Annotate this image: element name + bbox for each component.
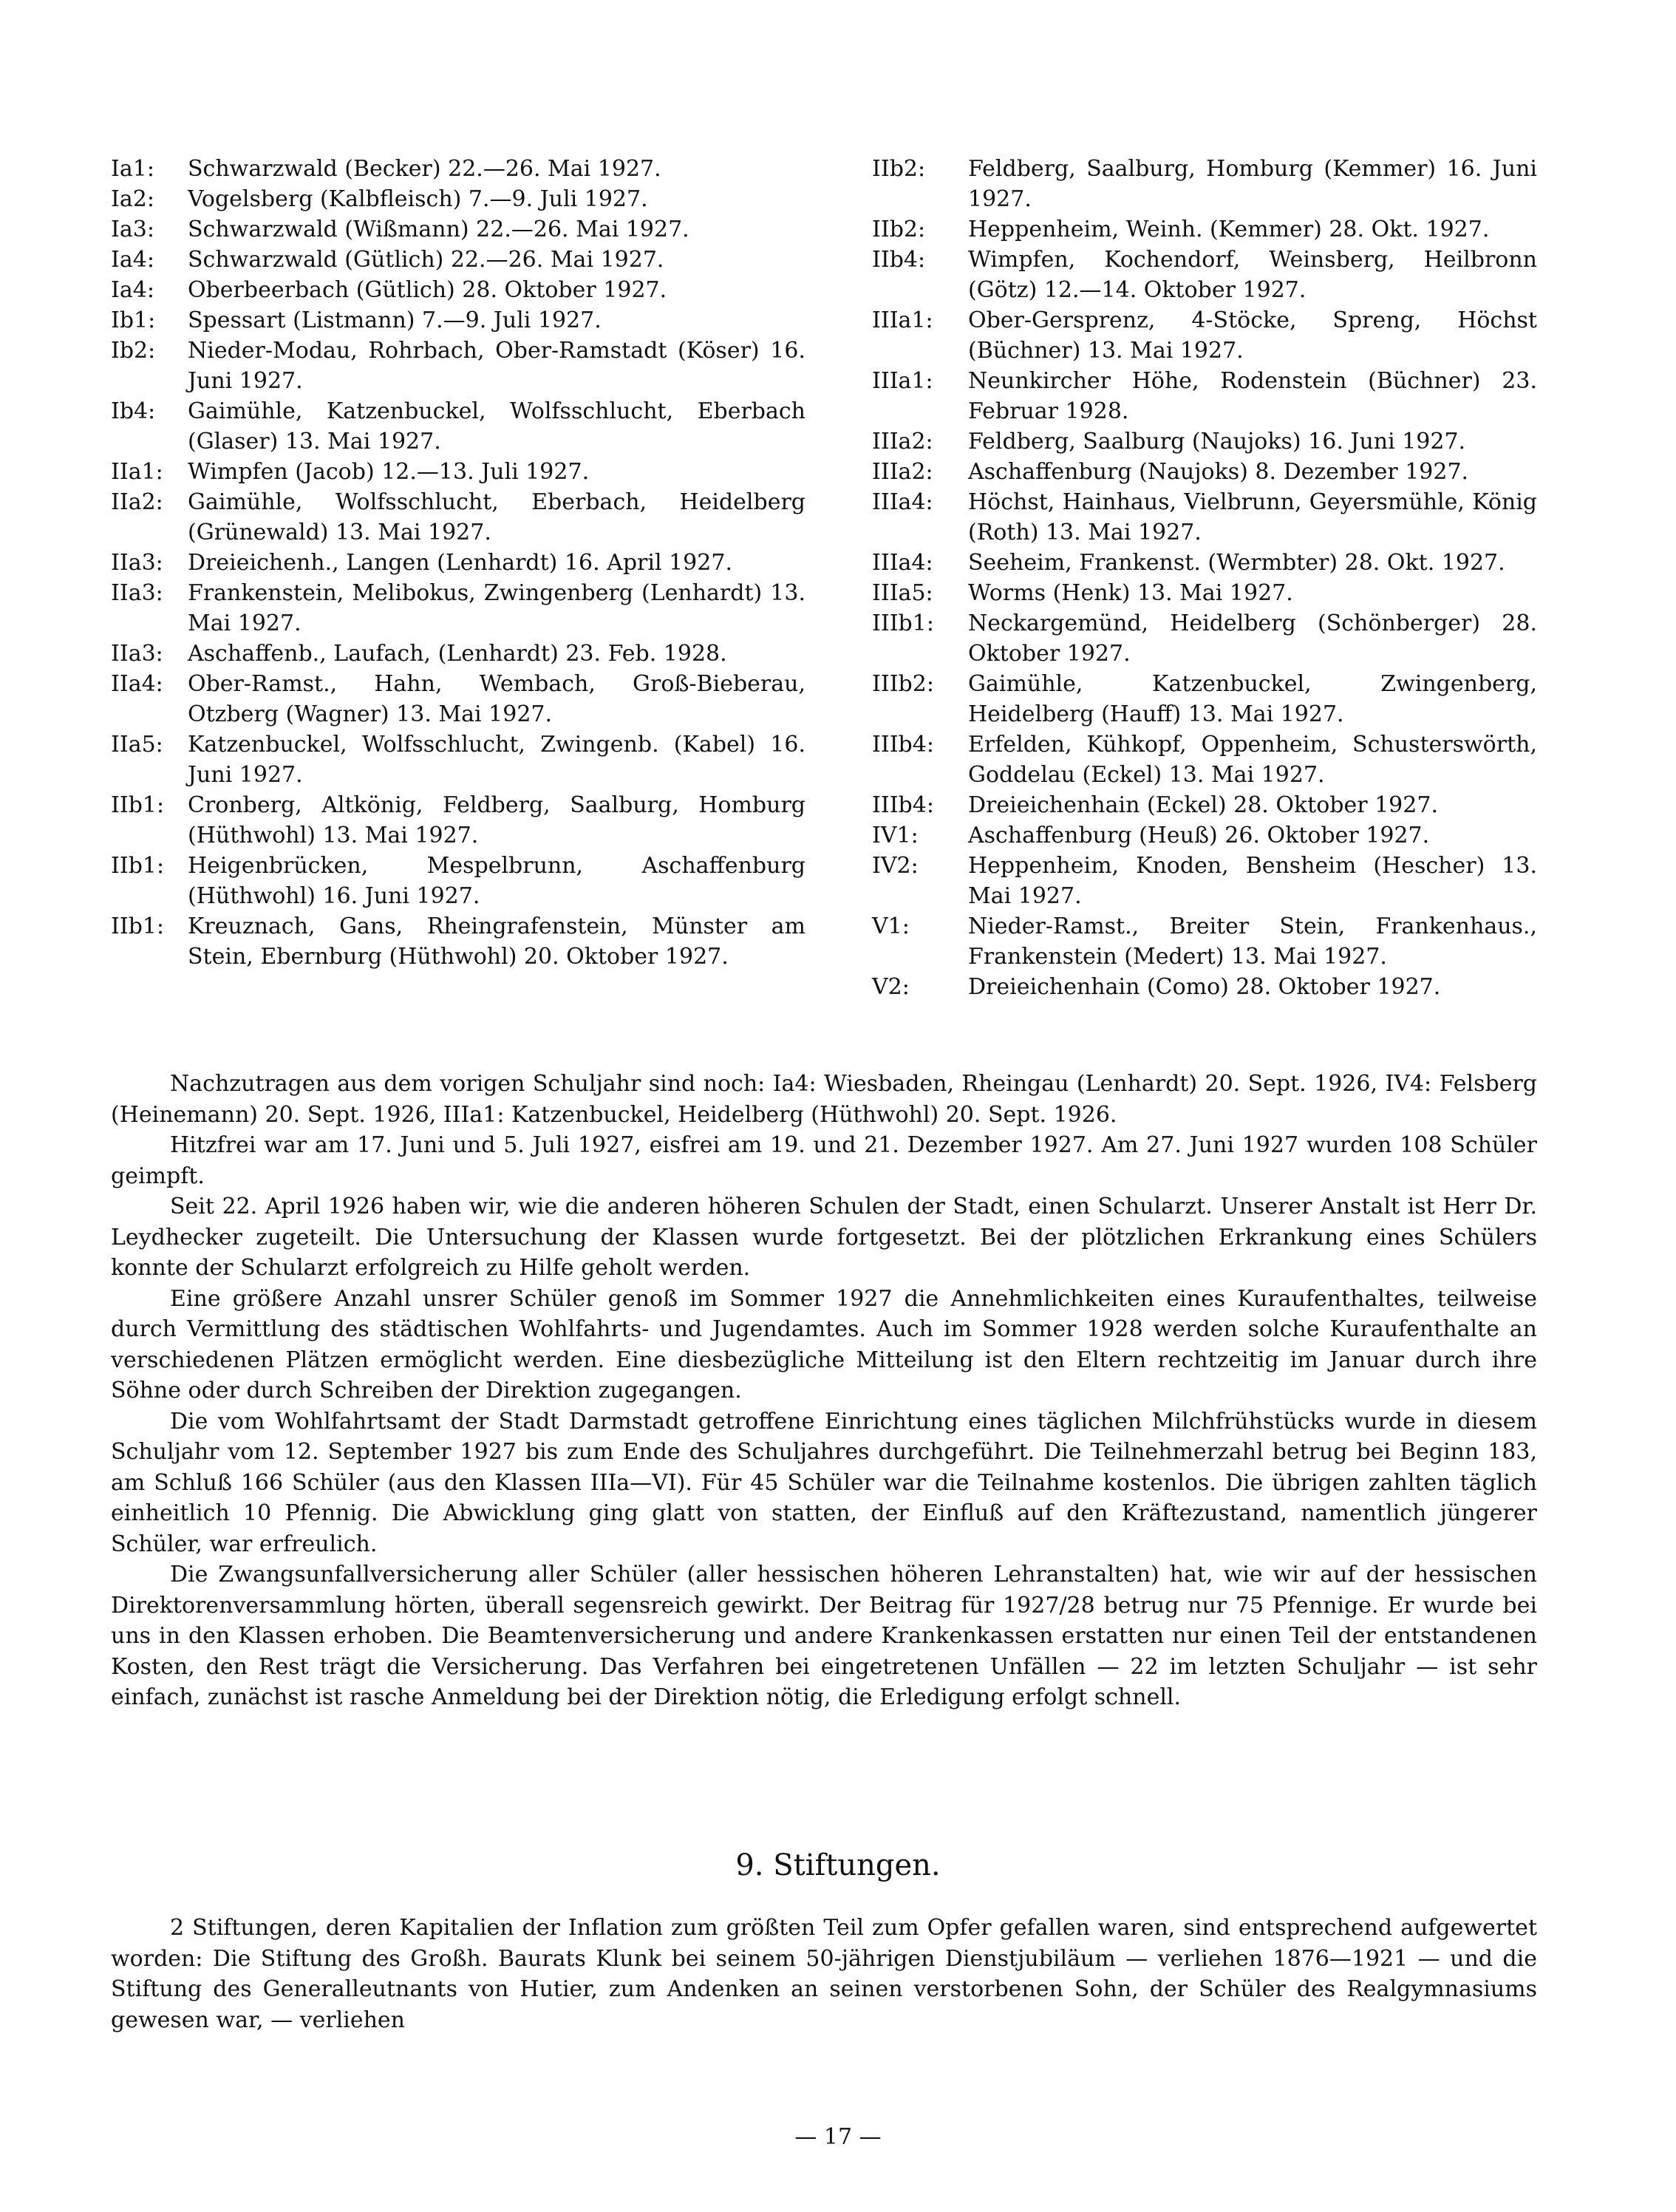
excursion-entry (872, 426, 1537, 457)
class-code: IIa5: (111, 732, 163, 758)
excursion-entry (111, 245, 805, 275)
excursion-text: Heppenheim, Weinh. (Kemmer) 28. Okt. 1927. (968, 217, 1490, 242)
class-code: IIIa1: (872, 307, 933, 333)
paragraph-stiftungen: 2 Stiftungen, deren Kapitalien der Inflation zum größten Teil zum Opfer gefallen waren, sind entsprechend aufgewertet worden: Die Stiftung des Großh. Baurats Klunk bei seinem 50-jährigen Dienstjubiläum — verliehen 1876—1921 — und die Stiftung des Generalleutnants von Hutier, zum Andenken an seinen verstorbenen Sohn, der Schüler des Realgymnasiums gewesen war, — verliehen (111, 1915, 1537, 2033)
class-code: IIa1: (111, 459, 163, 485)
excursion-text: Nieder-Ramst., Breiter Stein, Frankenhaus., Frankenstein (Medert) 13. Mai 1927. (968, 913, 1537, 970)
class-code: Ia2: (111, 186, 154, 212)
class-code: Ib4: (111, 398, 156, 424)
class-code: IIIb1: (872, 610, 934, 636)
class-code: IV2: (872, 853, 919, 879)
excursion-entry (111, 396, 805, 457)
excursion-text: Schwarzwald (Wißmann) 22.—26. Mai 1927. (188, 217, 689, 242)
class-code: IIb2: (872, 156, 926, 182)
class-code: IIIa5: (872, 580, 933, 606)
excursion-entry (111, 154, 805, 184)
excursion-text: Gaimühle, Katzenbuckel, Wolfsschlucht, Eberbach (Glaser) 13. Mai 1927. (188, 398, 805, 455)
class-code: IIb1: (111, 913, 165, 939)
excursion-text: Neunkircher Höhe, Rodenstein (Büchner) 23. Februar 1928. (968, 368, 1537, 424)
excursion-entry (872, 608, 1537, 669)
report-body (111, 1069, 1537, 1713)
excursion-text: Oberbeerbach (Gütlich) 28. Oktober 1927. (188, 277, 667, 303)
class-code: IIIa4: (872, 550, 933, 576)
excursion-entry (872, 820, 1537, 851)
class-code: IIa3: (111, 550, 163, 576)
excursion-entry (111, 790, 805, 851)
class-code: IIIb4: (872, 732, 934, 758)
class-code: V2: (872, 974, 910, 1000)
excursion-entry (872, 911, 1537, 972)
class-code: IIb2: (872, 217, 926, 242)
excursion-entry (872, 578, 1537, 608)
excursion-entry (111, 214, 805, 245)
excursion-entry (111, 669, 805, 729)
excursion-column-left (111, 154, 805, 1002)
paragraph-hitzfrei: Hitzfrei war am 17. Juni und 5. Juli 1927, eisfrei am 19. und 21. Dezember 1927. Am 27. Juni 1927 wurden 108 Schüler geimpft. (111, 1132, 1537, 1189)
excursion-entry (872, 245, 1537, 305)
excursion-entry (111, 851, 805, 911)
class-code: IIIa1: (872, 368, 933, 394)
excursion-entry (111, 336, 805, 396)
section-heading: 9. Stiftungen. (735, 1848, 941, 1882)
excursion-text: Gaimühle, Wolfsschlucht, Eberbach, Heidelberg (Grünewald) 13. Mai 1927. (188, 489, 805, 545)
excursion-text: Aschaffenb., Laufach, (Lenhardt) 23. Feb. 1928. (188, 641, 727, 667)
class-code: IIIa2: (872, 459, 933, 485)
class-code: IV1: (872, 823, 919, 848)
excursion-entry (872, 457, 1537, 487)
excursion-text: Schwarzwald (Becker) 22.—26. Mai 1927. (188, 156, 661, 182)
excursion-text: Dreieichenhain (Eckel) 28. Oktober 1927. (968, 792, 1438, 818)
excursion-text: Heppenheim, Knoden, Bensheim (Hescher) 13. Mai 1927. (968, 853, 1537, 909)
excursion-text: Aschaffenburg (Naujoks) 8. Dezember 1927. (968, 459, 1469, 485)
paragraph-addendum: Nachzutragen aus dem vorigen Schuljahr sind noch: Ia4: Wiesbaden, Rheingau (Lenhardt) 20. Sept. 1926, IV4: Felsberg (Heinemann) 20. Sept. 1926, IIIa1: Katzenbuckel, Heidelberg (Hüthwohl) 20. Sept. 1926. (111, 1071, 1537, 1128)
excursion-entry (111, 639, 805, 669)
excursion-text: Nieder-Modau, Rohrbach, Ober-Ramstadt (Köser) 16. Juni 1927. (188, 338, 805, 394)
class-code: Ib2: (111, 338, 156, 364)
class-code: IIIb4: (872, 792, 934, 818)
excursion-entry (111, 457, 805, 487)
class-code: Ia4: (111, 247, 154, 273)
excursion-text: Ober-Ramst., Hahn, Wembach, Groß-Bieberau, Otzberg (Wagner) 13. Mai 1927. (188, 671, 805, 727)
class-code: IIa2: (111, 489, 163, 515)
excursion-text: Worms (Henk) 13. Mai 1927. (968, 580, 1293, 606)
excursion-text: Aschaffenburg (Heuß) 26. Oktober 1927. (968, 823, 1430, 848)
excursion-entry (111, 578, 805, 639)
excursion-text: Wimpfen, Kochendorf, Weinsberg, Heilbronn (Götz) 12.—14. Oktober 1927. (968, 247, 1537, 303)
class-code: IIa3: (111, 641, 163, 667)
excursion-entry (872, 548, 1537, 578)
class-code: Ia3: (111, 217, 154, 242)
excursion-text: Katzenbuckel, Wolfsschlucht, Zwingenb. (Kabel) 16. Juni 1927. (188, 732, 805, 788)
paragraph-milchfruehstueck: Die vom Wohlfahrtsamt der Stadt Darmstadt getroffene Einrichtung eines täglichen Milchfrühstücks wurde in diesem Schuljahr vom 12. September 1927 bis zum Ende des Schuljahres durchgeführt. Die Teilnehmerzahl betrug bei Beginn 183, am Schluß 166 Schüler (aus den Klassen IIIa—VI). Für 45 Schüler war die Teilnahme kostenlos. Die übrigen zahlten täglich einheitlich 10 Pfennig. Die Abwicklung ging glatt von statten, der Einfluß auf den Kräftezustand, namentlich jüngerer Schüler, war erfreulich. (111, 1408, 1537, 1557)
excursion-text: Ober-Gersprenz, 4-Stöcke, Spreng, Höchst (Büchner) 13. Mai 1927. (968, 307, 1537, 364)
class-code: IIIa2: (872, 429, 933, 455)
excursion-text: Kreuznach, Gans, Rheingrafenstein, Münster am Stein, Ebernburg (Hüthwohl) 20. Oktober 1927. (188, 913, 805, 970)
excursion-text: Frankenstein, Melibokus, Zwingenberg (Lenhardt) 13. Mai 1927. (188, 580, 805, 636)
excursion-entry (111, 275, 805, 305)
class-code: IIIa4: (872, 489, 933, 515)
excursion-entry (111, 305, 805, 336)
excursion-entry (111, 487, 805, 548)
excursion-text: Neckargemünd, Heidelberg (Schönberger) 28. Oktober 1927. (968, 610, 1537, 667)
paragraph-schularzt: Seit 22. April 1926 haben wir, wie die anderen höheren Schulen der Stadt, einen Schularzt. Unserer Anstalt ist Herr Dr. Leydhecker zugeteilt. Die Untersuchung der Klassen wurde fortgesetzt. Bei der plötzlichen Erkrankung eines Schülers konnte der Schularzt erfolgreich zu Hilfe geholt werden. (111, 1194, 1537, 1281)
class-code: IIIb2: (872, 671, 934, 697)
excursion-column-right (872, 154, 1537, 1002)
class-code: Ia1: (111, 156, 154, 182)
excursion-entry (872, 972, 1537, 1002)
page-number: — 17 — (794, 2124, 882, 2150)
excursion-entry (872, 487, 1537, 548)
class-code: IIb1: (111, 792, 165, 818)
class-code: IIa3: (111, 580, 163, 606)
excursion-text: Heigenbrücken, Mespelbrunn, Aschaffenburg (Hüthwohl) 16. Juni 1927. (188, 853, 805, 909)
excursion-text: Vogelsberg (Kalbfleisch) 7.—9. Juli 1927. (188, 186, 648, 212)
excursion-text: Cronberg, Altkönig, Feldberg, Saalburg, Homburg (Hüthwohl) 13. Mai 1927. (188, 792, 805, 848)
excursion-text: Erfelden, Kühkopf, Oppenheim, Schusterswörth, Goddelau (Eckel) 13. Mai 1927. (968, 732, 1537, 788)
excursion-entry (872, 305, 1537, 366)
class-code: Ib1: (111, 307, 156, 333)
paragraph-unfallversicherung: Die Zwangsunfallversicherung aller Schüler (aller hessischen höheren Lehranstalten) hat, wie wir auf der hessischen Direktorenversammlung hörten, überall segensreich gewirkt. Der Beitrag für 1927/28 betrug nur 75 Pfennige. Er wurde bei uns in den Klassen erhoben. Die Beamtenversicherung und andere Krankenkassen erstatten nur einen Teil der entstandenen Kosten, den Rest trägt die Versicherung. Das Verfahren bei eingetretenen Unfällen — 22 im letzten Schuljahr — ist sehr einfach, zunächst ist rasche Anmeldung bei der Direktion nötig, die Erledigung erfolgt schnell. (111, 1562, 1537, 1710)
class-code: IIa4: (111, 671, 163, 697)
excursion-entry (872, 729, 1537, 790)
excursion-text: Höchst, Hainhaus, Vielbrunn, Geyersmühle, König (Roth) 13. Mai 1927. (968, 489, 1537, 545)
class-code: V1: (872, 913, 910, 939)
excursion-text: Spessart (Listmann) 7.—9. Juli 1927. (188, 307, 602, 333)
excursion-text: Dreieichenh., Langen (Lenhardt) 16. April 1927. (188, 550, 732, 576)
excursion-text: Schwarzwald (Gütlich) 22.—26. Mai 1927. (188, 247, 664, 273)
excursion-entry (872, 214, 1537, 245)
paragraph-kuraufenthalt: Eine größere Anzahl unsrer Schüler genoß im Sommer 1927 die Annehmlichkeiten eines Kuraufenthaltes, teilweise durch Vermittlung des städtischen Wohlfahrts- und Jugendamtes. Auch im Sommer 1928 werden solche Kuraufenthalte an verschiedenen Plätzen ermöglicht werden. Eine diesbezügliche Mitteilung ist den Eltern rechtzeitig im Januar durch ihre Söhne oder durch Schreiben der Direktion zugegangen. (111, 1285, 1537, 1403)
class-code: Ia4: (111, 277, 154, 303)
excursion-text: Feldberg, Saalburg (Naujoks) 16. Juni 1927. (968, 429, 1466, 455)
excursion-entry (872, 851, 1537, 911)
excursion-text: Wimpfen (Jacob) 12.—13. Juli 1927. (188, 459, 590, 485)
class-code: IIb4: (872, 247, 926, 273)
stiftungen-section (111, 1913, 1537, 2035)
excursion-entry (111, 184, 805, 214)
excursion-entry (111, 548, 805, 578)
excursion-text: Seeheim, Frankenst. (Wermbter) 28. Okt. 1927. (968, 550, 1505, 576)
excursion-entry (872, 366, 1537, 426)
excursion-list (111, 154, 1537, 1002)
excursion-text: Dreieichenhain (Como) 28. Oktober 1927. (968, 974, 1441, 1000)
excursion-text: Gaimühle, Katzenbuckel, Zwingenberg, Heidelberg (Hauff) 13. Mai 1927. (968, 671, 1537, 727)
excursion-entry (872, 154, 1537, 214)
excursion-entry (872, 790, 1537, 820)
excursion-entry (111, 911, 805, 972)
class-code: IIb1: (111, 853, 165, 879)
excursion-entry (872, 669, 1537, 729)
excursion-text: Feldberg, Saalburg, Homburg (Kemmer) 16. Juni 1927. (968, 156, 1537, 212)
excursion-entry (111, 729, 805, 790)
